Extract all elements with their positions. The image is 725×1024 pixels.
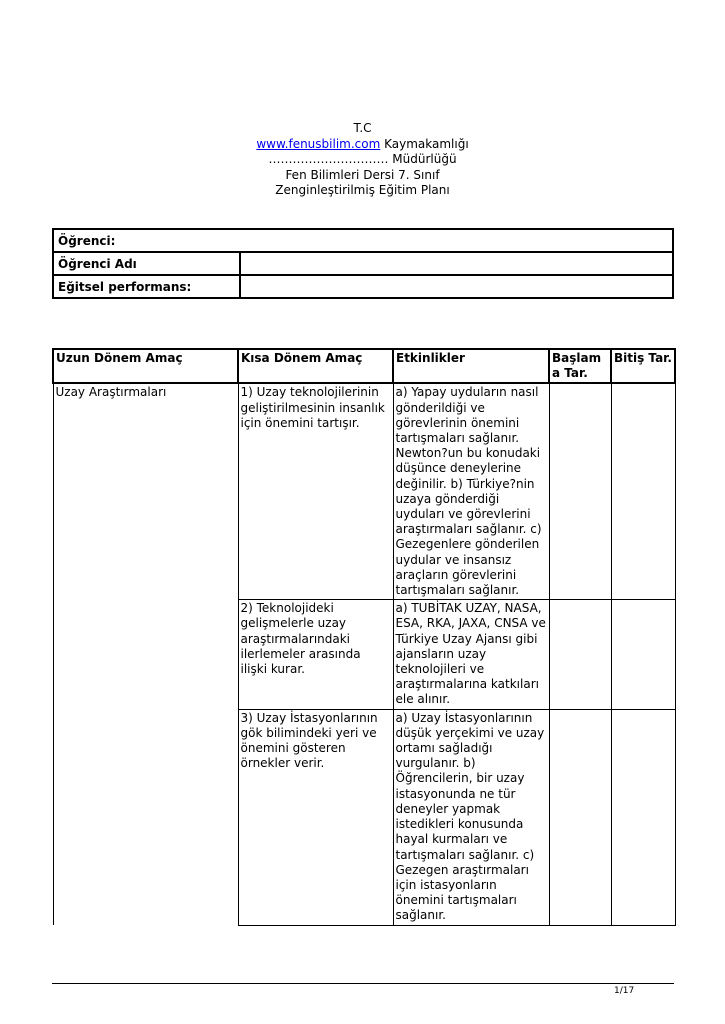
- end-date-cell: [611, 383, 675, 599]
- performance-row: [53, 275, 673, 298]
- table-row: [53, 383, 675, 599]
- student-name-label: Öğrenci Adı: [53, 252, 240, 275]
- plan-table-header-row: [53, 349, 675, 383]
- student-label: Öğrenci:: [53, 229, 673, 252]
- student-row: [53, 229, 673, 252]
- header-line-kaymakamlik: [0, 137, 725, 153]
- short-term-goal: 2) Teknolojideki gelişmelerle uzay araştırmalarındaki ilerlemeler arasında ilişki kurar.: [238, 600, 393, 709]
- education-plan-table: [52, 348, 676, 926]
- header-short-term: Kısa Dönem Amaç: [238, 349, 393, 383]
- website-link[interactable]: www.fenusbilim.com: [256, 136, 381, 151]
- short-term-goal: 3) Uzay İstasyonlarının gök bilimindeki yeri ve önemini gösteren örnekler verir.: [238, 709, 393, 925]
- header-line-plan-title: Zenginleştirilmiş Eğitim Planı: [275, 183, 450, 197]
- start-date-cell: [549, 383, 611, 599]
- short-term-goal: 1) Uzay teknolojilerinin geliştirilmesinin insanlık için önemini tartışır.: [238, 383, 393, 599]
- student-name-row: [53, 252, 673, 275]
- student-info-table: [52, 228, 674, 299]
- start-date-cell: [549, 600, 611, 709]
- activities-cell: a) Yapay uyduların nasıl gönderildiği ve görevlerinin önemini tartışmaları sağlanır. Newton?un bu konudaki düşünce deneylerine değinilir. b) Türkiye?nin uzaya gönderdiği uyduları ve görevlerini araştırmaları sağlanır. c) Gezegenlere gönderilen uydular ve insansız araçların görevlerini tartışmaları sağlanır.: [393, 383, 549, 599]
- document-header: [0, 121, 725, 199]
- performance-label: Eğitsel performans:: [53, 275, 240, 298]
- header-end-date: Bitiş Tar.: [611, 349, 675, 383]
- end-date-cell: [611, 709, 675, 925]
- end-date-cell: [611, 600, 675, 709]
- header-activities: Etkinlikler: [393, 349, 549, 383]
- start-date-cell: [549, 709, 611, 925]
- activities-cell: a) Uzay İstasyonlarının düşük yerçekimi ve uzay ortamı sağladığı vurgulanır. b) Öğrencilerin, bir uzay istasyonunda ne tür deneyler yapmak istedikleri konusunda hayal kurmaları ve tartışmaları sağlanır. c) Gezegen araştırmaları için istasyonların önemini tartışmaları sağlanır.: [393, 709, 549, 925]
- page-number: 1/17: [614, 986, 635, 996]
- footer-divider: [52, 983, 674, 984]
- header-line-mudurluk: ………………………… Müdürlüğü: [268, 152, 457, 166]
- header-long-term: Uzun Dönem Amaç: [53, 349, 238, 383]
- header-start-date: Başlama Tar.: [549, 349, 611, 383]
- header-line-tc: T.C: [353, 121, 372, 135]
- student-name-value: [240, 252, 673, 275]
- long-term-goal: Uzay Araştırmaları: [53, 383, 238, 925]
- activities-cell: a) TUBİTAK UZAY, NASA, ESA, RKA, JAXA, CNSA ve Türkiye Uzay Ajansı gibi ajansların uzay teknolojileri ve araştırmalarına katkıları ele alınır.: [393, 600, 549, 709]
- kaymakamlik-label: Kaymakamlığı: [380, 136, 469, 151]
- performance-value: [240, 275, 673, 298]
- header-line-course: Fen Bilimleri Dersi 7. Sınıf: [285, 167, 440, 182]
